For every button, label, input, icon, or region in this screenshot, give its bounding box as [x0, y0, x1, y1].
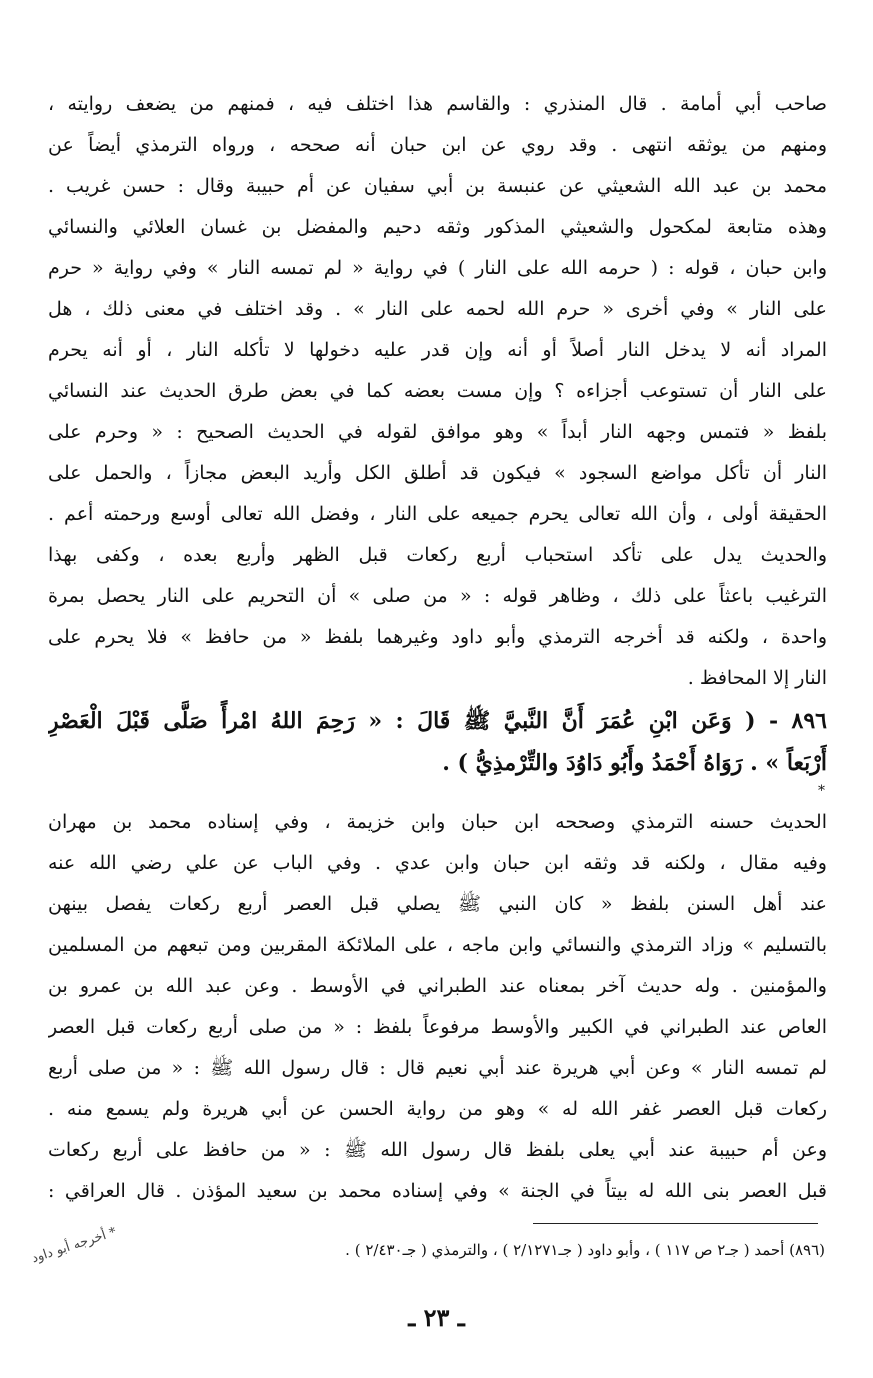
hadith-line: ٨٩٦ - ( وَعَن ابْنِ عُمَرَ أَنَّ النَّبيَّ ﷺ قَالَ : « رَحِمَ اللهُ امْرأً صَلَّى قَبْلَ الْعَصْرِ	[48, 708, 827, 734]
hadith-line: أَرْبَعاً » . رَوَاهُ أَحْمَدُ وأَبُو دَاوُدَ والتِّرْمذِيُّ ) .	[442, 750, 827, 776]
text-line: والمؤمنين . وله حديث آخر بمعناه عند الطبراني في الأوسط . وعن عبد الله بن عمرو بن	[48, 975, 827, 997]
text-line: لم تمسه النار » وعن أبي هريرة عند أبي نعيم قال : قال رسول الله ﷺ : « من صلى أربع	[48, 1057, 827, 1079]
text-line: وعن أم حبيبة عند أبي يعلى بلفظ قال رسول الله ﷺ : « من حافظ على أربع ركعات	[48, 1139, 827, 1161]
text-line: النار أن تأكل مواضع السجود » فيكون قد أطلق الكل وأريد البعض مجازاً ، والحمل على	[48, 462, 827, 484]
text-line: ركعات قبل العصر غفر الله له » وهو من رواية الحسن عن أبي هريرة ولم يسمع منه .	[48, 1098, 827, 1120]
text-line: والحديث يدل على تأكد استحباب أربع ركعات قبل الظهر وأربع بعده ، وكفى بهذا	[48, 544, 827, 566]
footnote: (٨٩٦) أحمد ( جـ٢ ص ١١٧ ) ، وأبو داود ( جـ٢/١٢٧١ ) ، والترمذي ( جـ٢/٤٣٠ ) .	[345, 1241, 825, 1259]
text-line: محمد بن عبد الله الشعيثي عن عنبسة بن أبي سفيان عن أم حبيبة وقال : حسن غريب .	[48, 175, 827, 197]
page-number: ـ ٢٣ ـ	[408, 1303, 465, 1332]
text-line: بالتسليم » وزاد الترمذي والنسائي وابن ماجه ، على الملائكة المقربين ومن تبعهم من المسلمين	[48, 934, 827, 956]
text-line: واحدة ، ولكنه قد أخرجه الترمذي وأبو داود وغيرهما بلفظ « من حافظ » فلا يحرم على	[48, 626, 827, 648]
footnote-divider	[533, 1223, 818, 1224]
text-line: الحقيقة أولى ، وأن الله تعالى يحرم جميعه على النار ، وفضل الله تعالى أوسع ورحمته أعم .	[48, 503, 827, 525]
commentary-paragraph-2	[48, 802, 827, 1212]
text-line: عند أهل السنن بلفظ « كان النبي ﷺ يصلي قبل العصر أربع ركعات يفصل بينهن	[48, 893, 827, 915]
text-line: صاحب أبي أمامة . قال المنذري : والقاسم هذا اختلف فيه ، فمنهم من يضعف روايته ،	[48, 93, 827, 115]
text-line: المراد أنه لا يدخل النار أصلاً أو أنه وإن قدر عليه دخولها لا تأكله النار ، أو أنه يحرم	[48, 339, 827, 361]
text-line: قبل العصر بنى الله له بيتاً في الجنة » وفي إسناده محمد بن سعيد المؤذن . قال العراقي :	[48, 1180, 827, 1202]
text-line: الحديث حسنه الترمذي وصححه ابن حبان وابن خزيمة ، وفي إسناده محمد بن مهران	[48, 811, 827, 833]
hadith-896	[48, 700, 827, 784]
text-line: العاص عند الطبراني في الكبير والأوسط مرفوعاً بلفظ : « من صلى أربع ركعات قبل العصر	[48, 1016, 827, 1038]
text-line: وابن حبان ، قوله : ( حرمه الله على النار ) في رواية « لم تمسه النار » وفي رواية « حرم	[48, 257, 827, 279]
asterisk-mark: *	[818, 783, 825, 799]
handwritten-note: * أخرجه أبو داود	[29, 1224, 119, 1267]
text-line: على النار أن تستوعب أجزاءه ؟ وإن مست بعضه كما في بعض طرق الحديث عند النسائي	[48, 380, 827, 402]
text-line: النار إلا المحافظ .	[687, 667, 827, 689]
text-line: على النار » وفي أخرى « حرم الله لحمه على النار » . وقد اختلف في معنى ذلك ، هل	[48, 298, 827, 320]
text-line: الترغيب باعثاً على ذلك ، وظاهر قوله : « من صلى » أن التحريم على النار يحصل بمرة	[48, 585, 827, 607]
text-line: ومنهم من يوثقه انتهى . وقد روي عن ابن حبان أنه صححه ، ورواه الترمذي أيضاً عن	[48, 134, 827, 156]
text-line: بلفظ « فتمس وجهه النار أبداً » وهو موافق لقوله في الحديث الصحيح : « وحرم على	[48, 421, 827, 443]
text-line: وفيه مقال ، ولكنه قد وثقه ابن حبان وابن عدي . وفي الباب عن علي رضي الله عنه	[48, 852, 827, 874]
text-line: وهذه متابعة لمكحول والشعيثي المذكور وثقه دحيم والمفضل بن غسان العلائي والنسائي	[48, 216, 827, 238]
commentary-paragraph-1	[48, 84, 827, 699]
